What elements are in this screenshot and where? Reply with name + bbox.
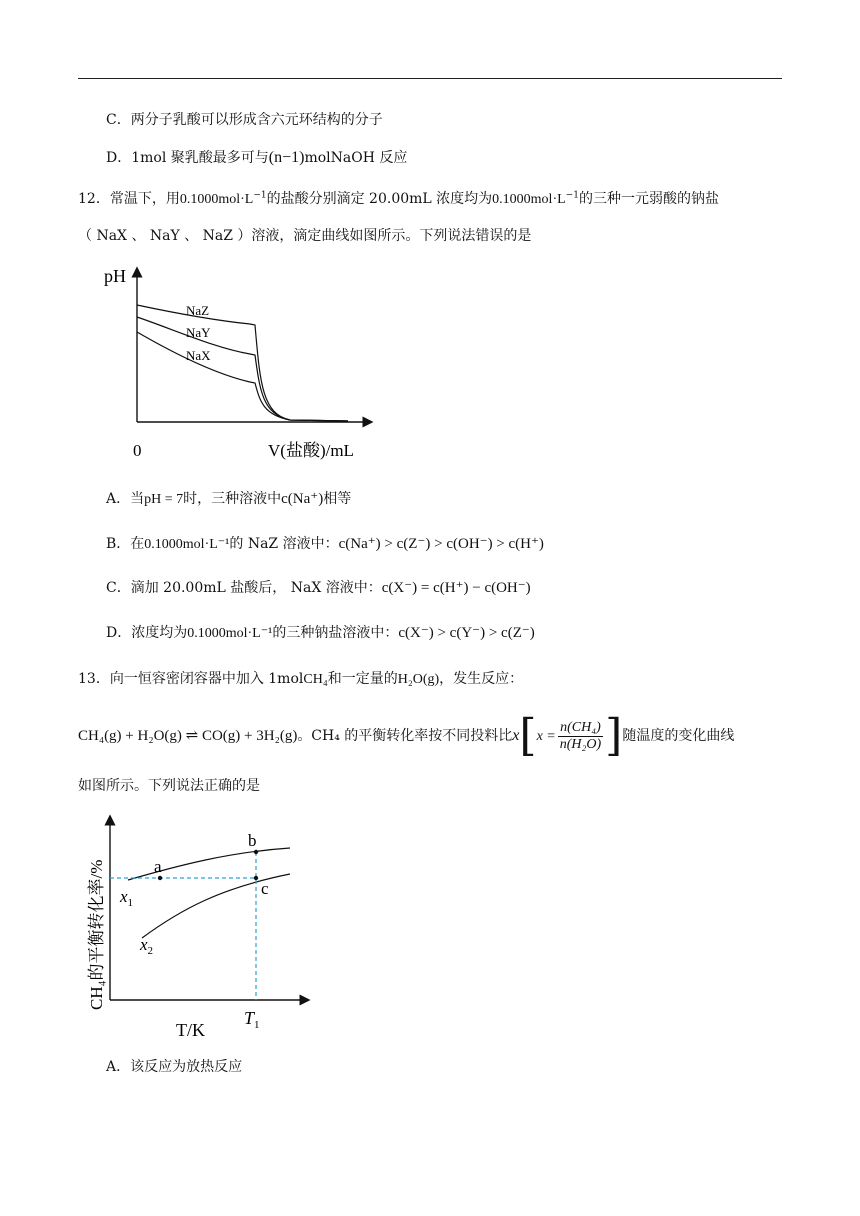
option-text: 相等 [323,491,352,507]
option-label: D． [106,625,132,641]
option-text: 1mol 聚乳酸最多可与 [131,150,269,166]
fraction-numerator: n(CH₄) [558,720,603,737]
formula: CH₄ [303,672,328,687]
stem-text: 常温下，用 [109,191,180,207]
fraction-denominator: n(H₂O) [559,736,602,752]
x-axis-label: T/K [176,1020,205,1040]
q13-stem-line2 [78,710,735,761]
q11-option-c[interactable] [106,110,383,130]
concentration: 0.1000mol·L [492,192,566,207]
point-b [254,850,258,854]
option-text: 两分子乳酸可以形成含六元环结构的分子 [130,112,383,128]
point-c [254,876,258,880]
option-math: c(Na⁺) > c(Z⁻) > c(OH⁻) > c(H⁺) [338,536,544,552]
curve-nax [137,332,348,421]
curve-label-nay: NaY [186,325,211,340]
conversion-chart [80,810,320,1042]
header-rule [78,78,782,79]
t1-label-sub: 1 [254,1019,260,1031]
q13-option-a[interactable] [106,1057,242,1077]
superscript: −1 [565,190,579,201]
curve-x1 [128,848,290,880]
stem-text: 如图所示。下列说法正确的是 [78,778,260,794]
stem-text: 的盐酸分别滴定 20.00mL 浓度均为 [266,191,493,207]
curve-label-x1 [119,887,133,909]
curve-label-x2-main: x [140,935,148,954]
origin-label: 0 [133,441,142,460]
ratio-equation: x = [536,729,556,744]
option-text: 浓度均为 [131,625,188,641]
option-math: pH = 7 [144,492,184,507]
stem-text: 的三种一元弱酸的钠盐 [578,191,719,207]
y-axis-label: CH₄的平衡转化率/% [87,859,106,1010]
point-label-c: c [261,879,269,898]
option-math: c(Na⁺) [281,491,324,507]
formula: H₂O(g) [397,672,440,687]
q13-stem-line1 [78,669,523,690]
option-label: D． [106,150,132,166]
titration-chart [100,262,380,466]
option-math: 0.1000mol·L⁻¹ [187,626,273,641]
curve-label-naz: NaZ [186,303,210,318]
right-bracket: ] [605,710,623,761]
point-label-a: a [154,857,162,876]
option-math: 0.1000mol·L⁻¹ [144,537,230,552]
q12-option-c[interactable] [106,578,531,598]
q12-option-a[interactable] [106,489,351,510]
option-text: 的 NaZ 溶液中： [229,536,339,552]
stem-text: （ NaX 、 NaY 、 NaZ ）溶液，滴定曲线如图所示。下列说法错误的是 [78,228,532,244]
point-label-b: b [248,831,257,850]
option-text: 该反应为放热反应 [130,1059,243,1075]
option-text: 滴加 20.00mL 盐酸后， NaX 溶液中： [130,580,382,596]
option-math: (n−1) [268,149,305,166]
q12-stem-line1 [78,189,719,210]
curve-nay [137,317,348,421]
curve-label-x2 [139,935,153,957]
option-label: A． [106,491,131,507]
curve-label-x1-sub: 1 [127,897,134,909]
superscript: −1 [253,190,267,201]
ratio-variable: x [512,727,520,744]
option-text: 的三种钠盐溶液中： [272,625,399,641]
q12-option-b[interactable] [106,534,544,555]
option-math: c(X⁻) > c(Y⁻) > c(Z⁻) [398,625,535,641]
q12-stem-line2 [78,226,531,246]
option-label: A． [106,1059,131,1075]
left-bracket: [ [519,710,537,761]
curve-label-nax: NaX [186,348,211,363]
curve-label-x2-sub: 2 [147,945,154,957]
option-text: 当 [130,491,145,507]
x-axis-label: V(盐酸)/mL [268,441,354,460]
option-label: C． [106,112,131,128]
option-text: 时，三种溶液中 [183,491,282,507]
question-number: 12． [78,191,110,207]
option-math: c(X⁻) = c(H⁺) − c(OH⁻) [381,580,531,596]
option-label: B． [106,536,131,552]
stem-text: 随温度的变化曲线 [622,728,735,744]
option-text: 在 [130,536,145,552]
curve-naz [137,305,348,421]
point-a [158,876,162,880]
reaction-equation: CH₄(g) + H₂O(g) ⇌ CO(g) + 3H₂(g) [78,728,298,744]
q11-option-d[interactable] [106,148,407,168]
t1-label [244,1008,260,1031]
q12-option-d[interactable] [106,623,535,644]
stem-text: 和一定量的 [327,671,398,687]
stem-text: 向一恒容密闭容器中加入 1mol [109,671,304,687]
option-label: C． [106,580,131,596]
question-number: 13． [78,671,110,687]
t1-label-main: T [244,1008,255,1028]
y-axis-label: pH [104,266,126,286]
ratio-fraction [558,720,603,753]
option-text: molNaOH 反应 [304,150,408,166]
concentration: 0.1000mol·L [179,192,254,207]
stem-text: 。CH₄ 的平衡转化率按不同投料比 [297,728,513,744]
curve-label-x1-main: x [120,887,128,906]
stem-text: ，发生反应： [439,671,524,687]
q13-stem-line3 [78,776,260,796]
